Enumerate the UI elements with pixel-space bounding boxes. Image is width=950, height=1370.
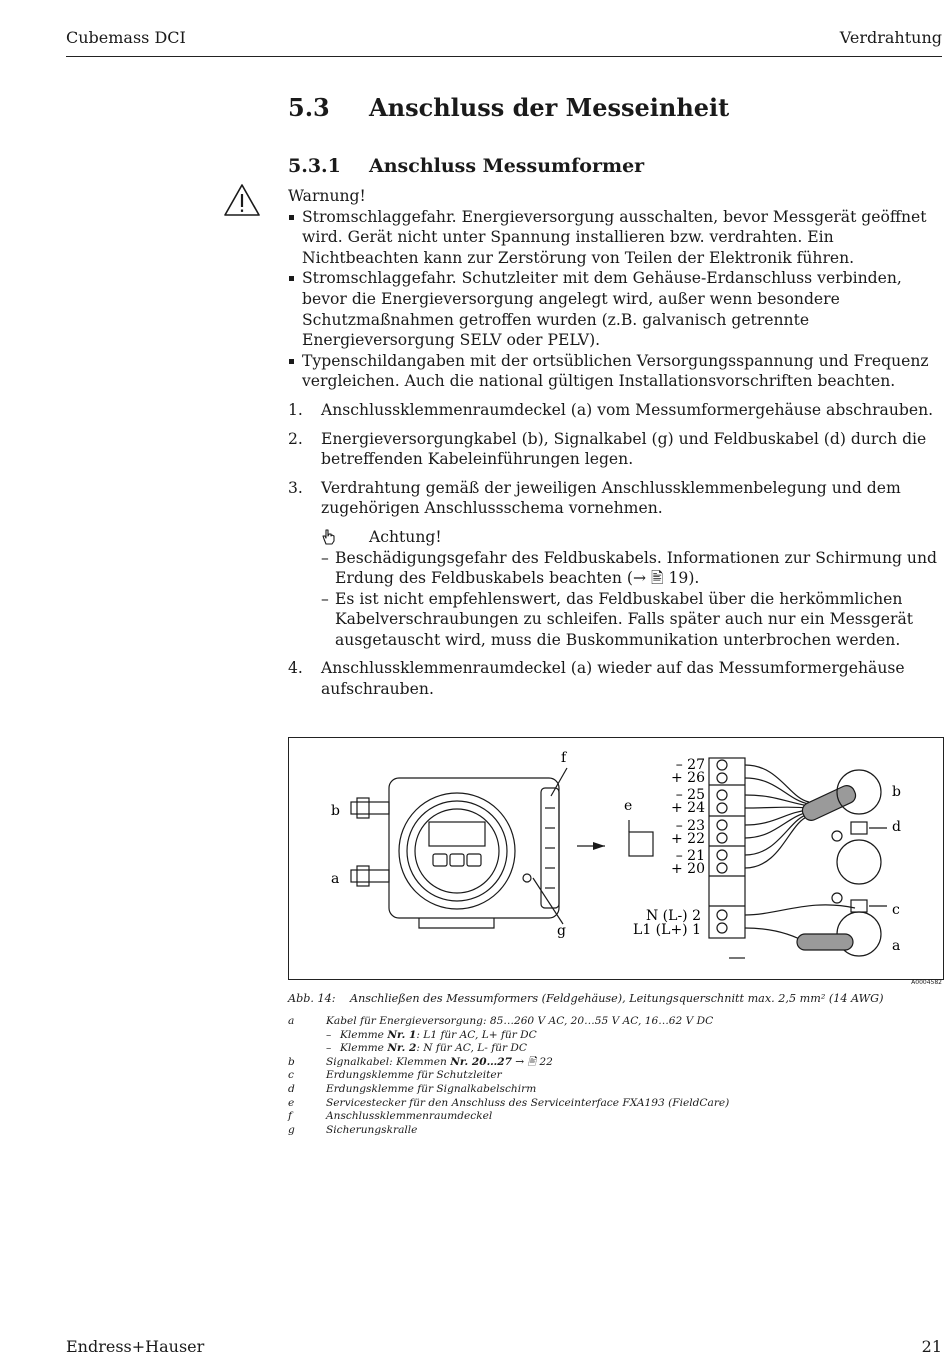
hand-caution-icon — [321, 528, 335, 546]
legend-text: → 🖹 22 — [511, 1055, 553, 1068]
legend-key: f — [288, 1110, 292, 1123]
caution-item: – Es ist nicht empfehlenswert, das Feldbuskabel über die herkömmlichen Kabelverschraubungen zu schleifen. Falls später auch nur ein Messgerät ausgetauscht wird, muss die Buskommunikation unterbrochen werden. — [321, 589, 944, 651]
warning-triangle-icon — [223, 183, 261, 217]
figure-id: A0004582 — [911, 979, 942, 986]
caption-text: Anschließen des Messumformers (Feldgehäuse), Leitungsquerschnitt max. 2,5 mm² (14 AWG) — [350, 992, 884, 1005]
power-terminal-label: N (L-) 2 — [645, 908, 701, 924]
step-text: Energieversorgungkabel (b), Signalkabel (g) und Feldbuskabel (d) durch die betreffenden Kabeleinführungen legen. — [321, 429, 927, 469]
warning-list — [288, 207, 944, 392]
wiring-figure — [288, 737, 944, 980]
terminal-label: + 20 — [671, 861, 705, 877]
page-number: 21 — [921, 1337, 942, 1356]
label-f: f — [561, 750, 567, 766]
caution-title-row — [321, 527, 944, 548]
section-number: 5.3 — [288, 93, 330, 122]
figure-legend — [288, 1015, 848, 1137]
step-item — [288, 658, 944, 699]
warning-item: Typenschildangaben mit der ortsüblichen Versorgungsspannung und Frequenz vergleichen. Auch die national gültigen Installationsvorschriften beachten. — [288, 351, 944, 392]
legend-item — [288, 1069, 848, 1083]
legend-key: e — [288, 1096, 295, 1109]
step-list — [288, 400, 944, 700]
legend-key: a — [288, 1015, 295, 1027]
step-text: Verdrahtung gemäß der jeweiligen Anschlussklemmenbelegung und dem zugehörigen Anschlussschema vornehmen. — [321, 478, 901, 518]
legend-item — [288, 1097, 848, 1111]
securing-clamp — [523, 874, 531, 882]
subsection-title: Anschluss Messumformer — [369, 155, 645, 177]
wiring-diagram — [289, 738, 943, 979]
section-heading — [288, 93, 729, 122]
power-terminal-label: L1 (L+) 1 — [633, 922, 701, 938]
step-text: Anschlussklemmenraumdeckel (a) vom Messumformergehäuse abschrauben. — [321, 400, 934, 419]
legend-text: Kabel für Energieversorgung: 85…260 V AC, 20…55 V AC, 16…62 V DC — [326, 1015, 714, 1027]
legend-sub-bold: Nr. 2 — [387, 1042, 417, 1055]
label-b-right: b — [892, 784, 901, 800]
legend-text: Signalkabel: Klemmen — [326, 1055, 451, 1068]
label-d: d — [892, 819, 901, 835]
legend-subitem — [288, 1029, 848, 1043]
figure-caption — [288, 992, 883, 1005]
legend-sub-text: : N für AC, L- für DC — [416, 1042, 527, 1055]
terminal-label: + 26 — [671, 770, 705, 786]
step-number: 2. — [288, 429, 303, 448]
terminal-label: – 27 — [675, 757, 705, 773]
step-number: 1. — [288, 400, 303, 419]
caution-list — [321, 548, 944, 651]
terminal-label: + 24 — [671, 800, 705, 816]
legend-sub-text: Klemme — [340, 1028, 388, 1041]
legend-sub-bold: Nr. 1 — [387, 1028, 417, 1041]
terminal-label: – 23 — [675, 818, 705, 834]
label-e: e — [624, 798, 633, 814]
legend-item — [288, 1124, 848, 1138]
warning-item: Stromschlaggefahr. Energieversorgung ausschalten, bevor Messgerät geöffnet wird. Gerät nicht unter Spannung installieren bzw. verdrahten. Ein Nichtbeachten kann zur Zerstörung von Teilen der Elektronik führen. — [288, 207, 944, 269]
legend-text: Erdungsklemme für Signalkabelschirm — [326, 1082, 537, 1095]
step-item — [288, 400, 944, 421]
subsection-heading — [288, 155, 644, 177]
housing-cover — [399, 793, 515, 909]
caution-title: Achtung! — [369, 527, 442, 546]
running-header-right: Verdrahtung — [839, 28, 942, 47]
legend-text: Erdungsklemme für Schutzleiter — [326, 1069, 502, 1082]
step-item — [288, 429, 944, 470]
legend-sub-text: : L1 für AC, L+ für DC — [416, 1028, 537, 1041]
caption-number: Abb. 14: — [288, 992, 336, 1005]
header-rule — [66, 56, 942, 57]
legend-item — [288, 1083, 848, 1097]
label-b-left: b — [331, 803, 340, 819]
step-number: 3. — [288, 478, 303, 497]
step-item — [288, 478, 944, 651]
legend-key: c — [288, 1069, 294, 1082]
running-header-left: Cubemass DCI — [66, 28, 186, 47]
legend-bold: Nr. 20…27 — [450, 1055, 512, 1068]
legend-key: d — [288, 1082, 295, 1095]
footer-brand: Endress+Hauser — [66, 1337, 205, 1356]
legend-item — [288, 1056, 848, 1070]
terminal-label: – 25 — [675, 787, 705, 803]
label-g: g — [557, 923, 566, 939]
display-window — [429, 822, 485, 846]
label-c: c — [892, 902, 900, 918]
body-text — [288, 186, 944, 708]
housing-body — [389, 778, 559, 918]
legend-key: b — [288, 1055, 295, 1068]
caution-item: – Beschädigungsgefahr des Feldbuskabels. Informationen zur Schirmung und Erdung des Feldbuskabels beachten (→ 🖹 19). — [321, 548, 944, 589]
subsection-number: 5.3.1 — [288, 155, 341, 177]
legend-subitem — [288, 1042, 848, 1056]
legend-text: Sicherungskralle — [326, 1123, 418, 1136]
warning-title: Warnung! — [288, 187, 366, 205]
warning-item: Stromschlaggefahr. Schutzleiter mit dem Gehäuse-Erdanschluss verbinden, bevor die Energieversorgung angelegt wird, außer wenn besondere Schutzmaßnahmen getroffen wurden (z.B. galvanisch getrennte Energieversorgung SELV oder PELV). — [288, 268, 944, 350]
legend-key: g — [288, 1123, 295, 1136]
step-text: Anschlussklemmenraumdeckel (a) wieder auf das Messumformergehäuse aufschrauben. — [321, 659, 905, 699]
legend-item — [288, 1015, 848, 1029]
terminal-label: – 21 — [675, 848, 705, 864]
legend-text: Anschlussklemmenraumdeckel — [326, 1110, 493, 1123]
label-a-right: a — [892, 938, 901, 954]
legend-sub-text: Klemme — [340, 1042, 388, 1055]
legend-text: Servicestecker für den Anschluss des Serviceinterface FXA193 (FieldCare) — [326, 1096, 730, 1109]
label-a-left: a — [331, 871, 340, 887]
terminal-label: + 22 — [671, 831, 705, 847]
legend-item — [288, 1110, 848, 1124]
section-title: Anschluss der Messeinheit — [369, 93, 730, 122]
step-number: 4. — [288, 659, 303, 678]
